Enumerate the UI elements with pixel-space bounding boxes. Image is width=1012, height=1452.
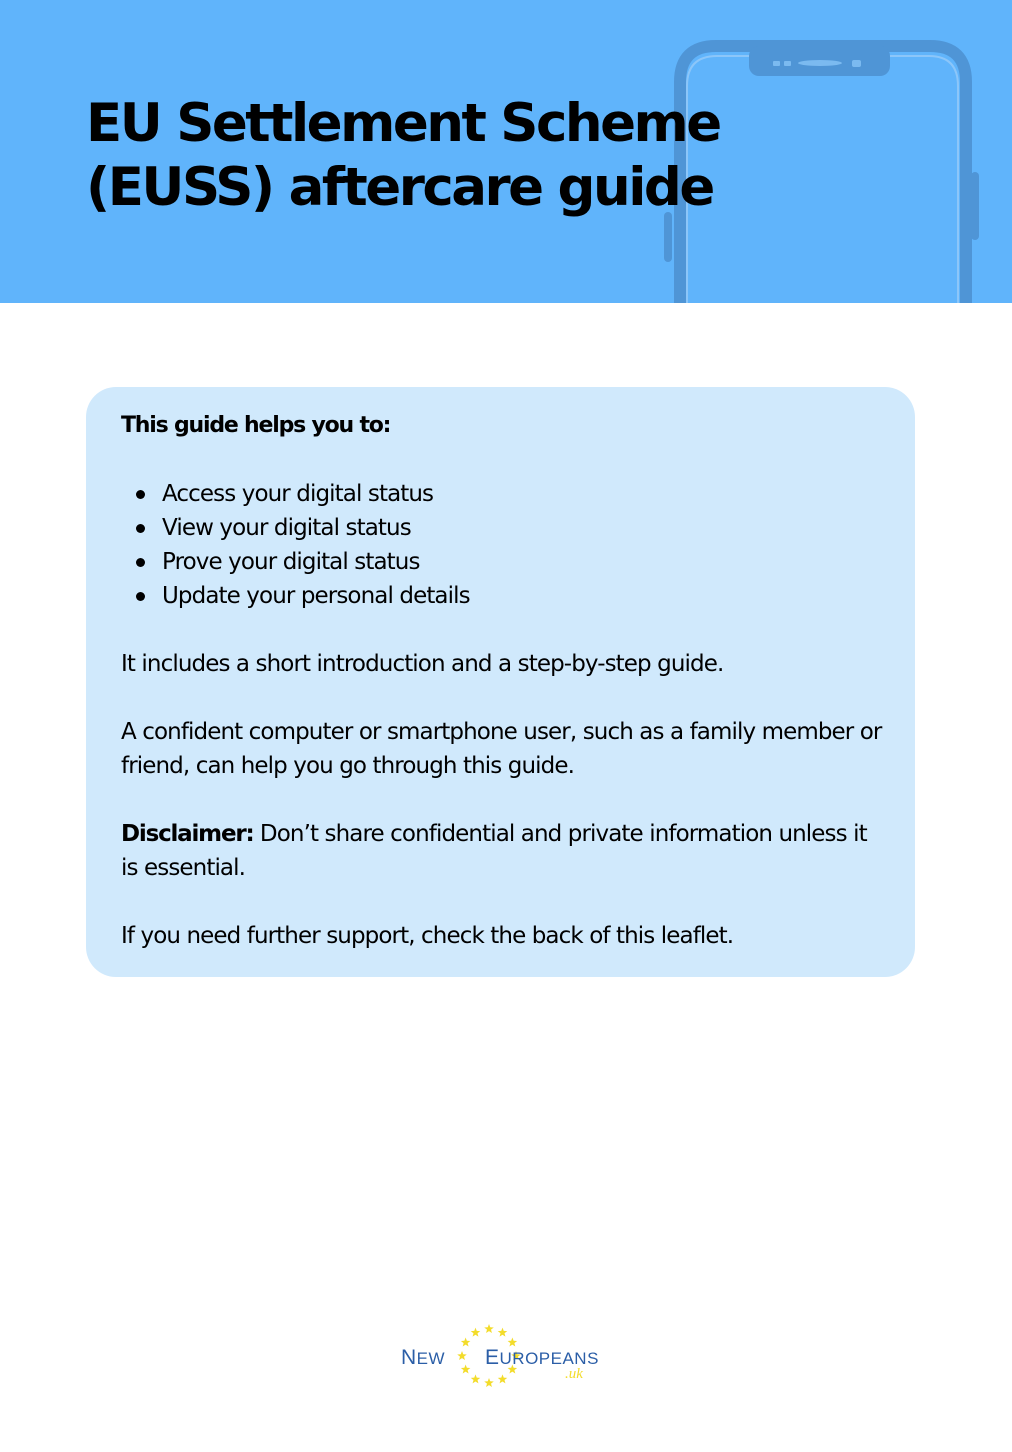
bullet-icon [136,592,145,601]
list-item-label: Prove your digital status [162,549,420,575]
logo-word-europeans: EUROPEANS [485,1346,599,1369]
star-icon [484,1324,494,1333]
bullet-icon [136,558,145,567]
card-heading: This guide helps you to: [121,413,391,438]
disclaimer-text: Don’t share confidential and private information unless it is essential. [121,821,867,881]
star-icon [461,1338,471,1347]
star-icon [471,1328,481,1337]
star-icon [461,1365,471,1374]
disclaimer-paragraph [121,817,885,885]
intro-paragraph: It includes a short introduction and a step-by-step guide. [121,651,724,677]
new-europeans-logo [395,1318,610,1388]
star-icon [457,1351,467,1360]
star-icon [498,1374,508,1383]
logo-word-new: NEW [401,1346,446,1369]
disclaimer-label: Disclaimer: [121,821,254,847]
info-card [86,387,915,977]
logo-suffix: .uk [565,1366,583,1382]
star-icon [508,1338,518,1347]
star-icon [471,1374,481,1383]
support-paragraph: If you need further support, check the back of this leaflet. [121,923,734,949]
star-icon [498,1328,508,1337]
title-line-1: EU Settlement Scheme [86,93,720,154]
page-title [86,92,766,220]
bullet-icon [136,490,145,499]
header-banner [0,0,1012,303]
bullet-list [121,477,885,613]
list-item-label: View your digital status [162,515,411,541]
title-line-2: (EUSS) aftercare guide [86,157,713,218]
list-item [162,579,885,613]
list-item [162,545,885,579]
list-item [162,477,885,511]
bullet-icon [136,524,145,533]
list-item-label: Update your personal details [162,583,470,609]
list-item [162,511,885,545]
star-icon [484,1378,494,1387]
list-item-label: Access your digital status [162,481,434,507]
helper-paragraph: A confident computer or smartphone user, such as a family member or friend, can help you go through this guide. [121,719,882,779]
